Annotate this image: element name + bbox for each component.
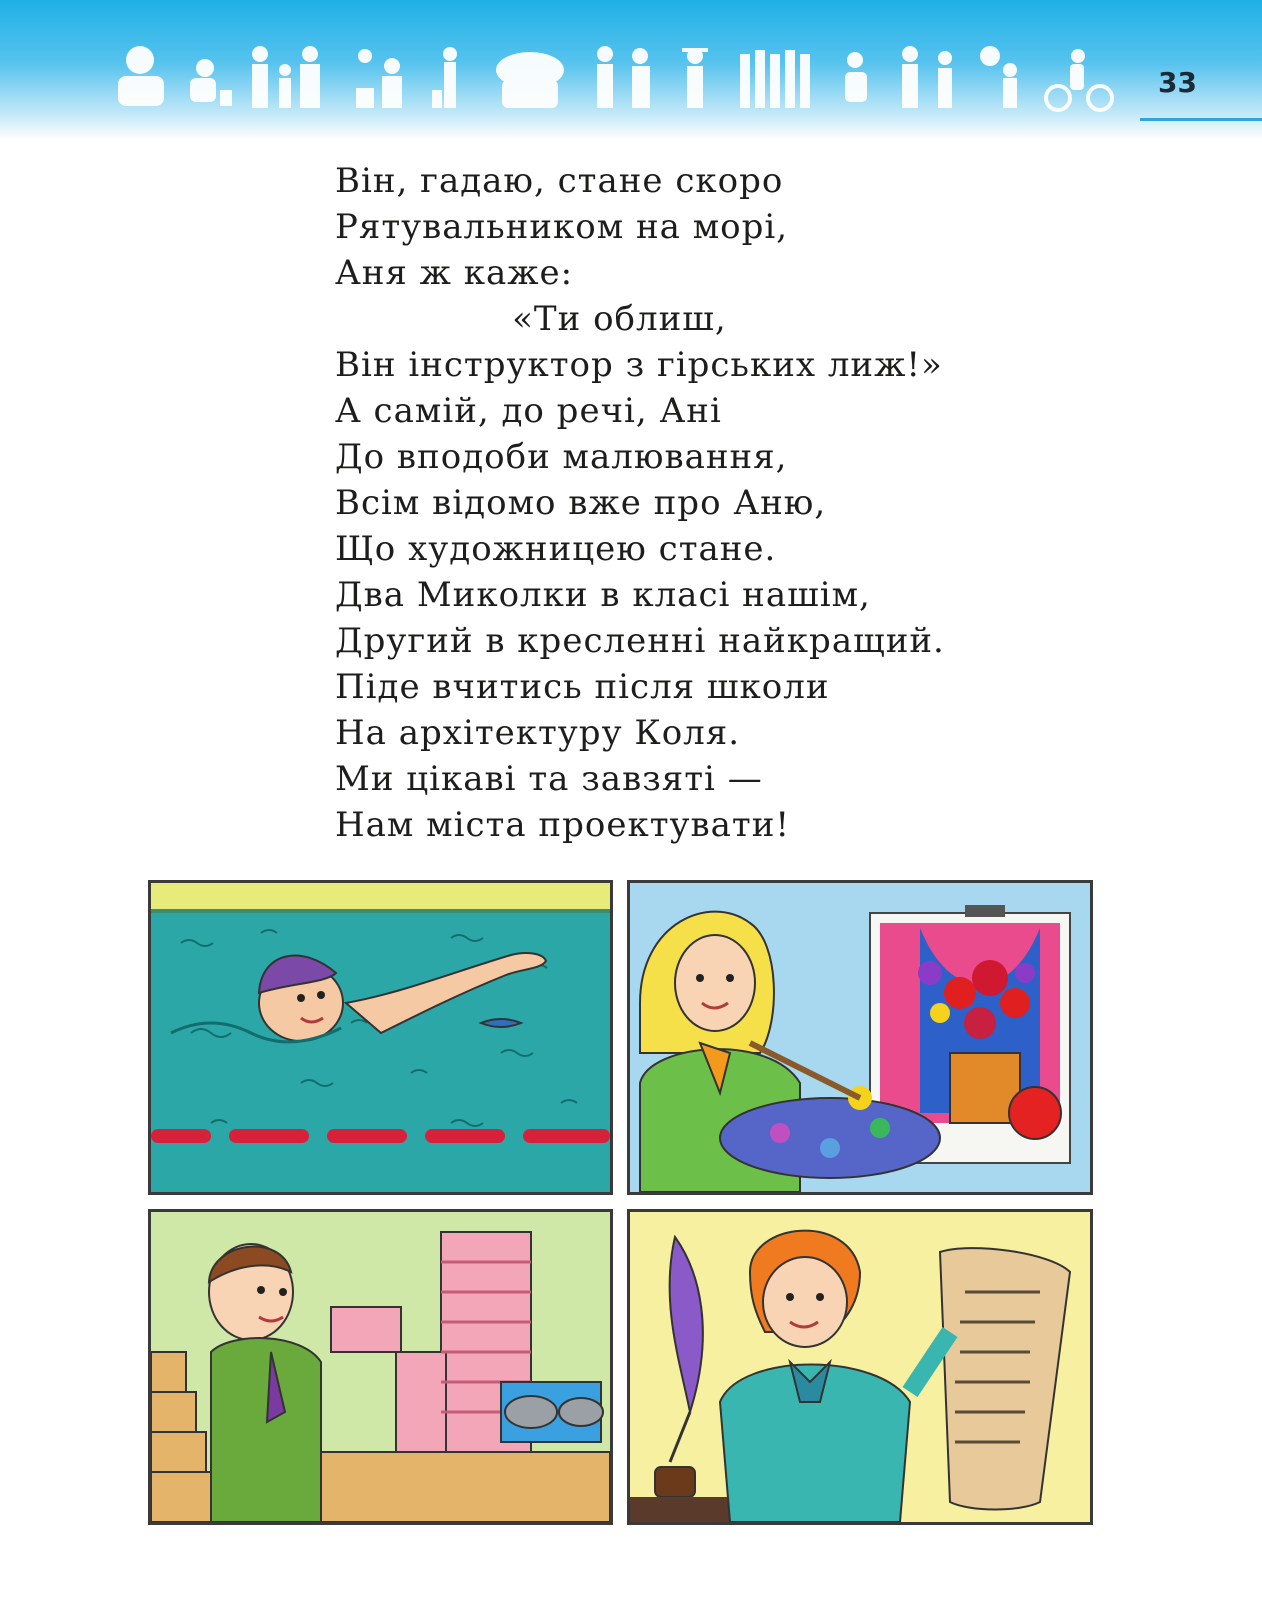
crowd-icon xyxy=(496,52,564,108)
page-header xyxy=(0,0,1262,140)
handshake-icon xyxy=(597,46,650,108)
gardening-icon xyxy=(190,59,232,106)
child-adult-icon xyxy=(432,47,457,108)
poem-line: Другий в кресленні найкращий. xyxy=(335,621,945,661)
page-number: 33 xyxy=(1158,66,1197,99)
poem-line: Рятувальником на морі, xyxy=(335,207,789,247)
writer-illustration xyxy=(627,1209,1093,1525)
teacher-child-icon xyxy=(356,49,402,108)
painter-illustration xyxy=(627,880,1093,1195)
poem-line: На архітектуру Коля. xyxy=(335,713,741,753)
poem-line: Що художницею стане. xyxy=(335,529,777,569)
family-icon xyxy=(252,46,320,108)
architect-illustration xyxy=(148,1209,613,1525)
cyclist-icon xyxy=(1046,49,1112,110)
poem-line: Два Миколки в класі нашім, xyxy=(335,575,871,615)
poem-line: Піде вчитись після школи xyxy=(335,667,830,707)
poem-line: Аня ж каже: xyxy=(335,253,574,293)
globe-people-icon xyxy=(118,46,164,106)
balloon-child-icon xyxy=(980,46,1017,108)
page-number-underline xyxy=(1140,118,1262,121)
poem-line: Він, гадаю, стане скоро xyxy=(335,161,784,201)
swimmer-illustration xyxy=(148,880,613,1195)
poem-text xyxy=(335,158,1055,848)
reading-icon xyxy=(845,52,867,102)
poem-line: Ми цікаві та завзяті — xyxy=(335,759,763,799)
poem-line: Він інструктор з гірських лиж!» xyxy=(335,345,943,385)
people-silhouettes-band xyxy=(110,40,1120,120)
poem-line: А самій, до речі, Ані xyxy=(335,391,722,431)
group-icon xyxy=(740,50,810,108)
poem-line: Нам міста проектувати! xyxy=(335,805,791,845)
poem-line: До вподоби малювання, xyxy=(335,437,788,477)
helping-icon xyxy=(902,46,952,108)
graduate-icon xyxy=(682,48,708,108)
poem-line: «Ти облиш, xyxy=(335,299,727,339)
poem-line: Всім відомо вже про Аню, xyxy=(335,483,827,523)
